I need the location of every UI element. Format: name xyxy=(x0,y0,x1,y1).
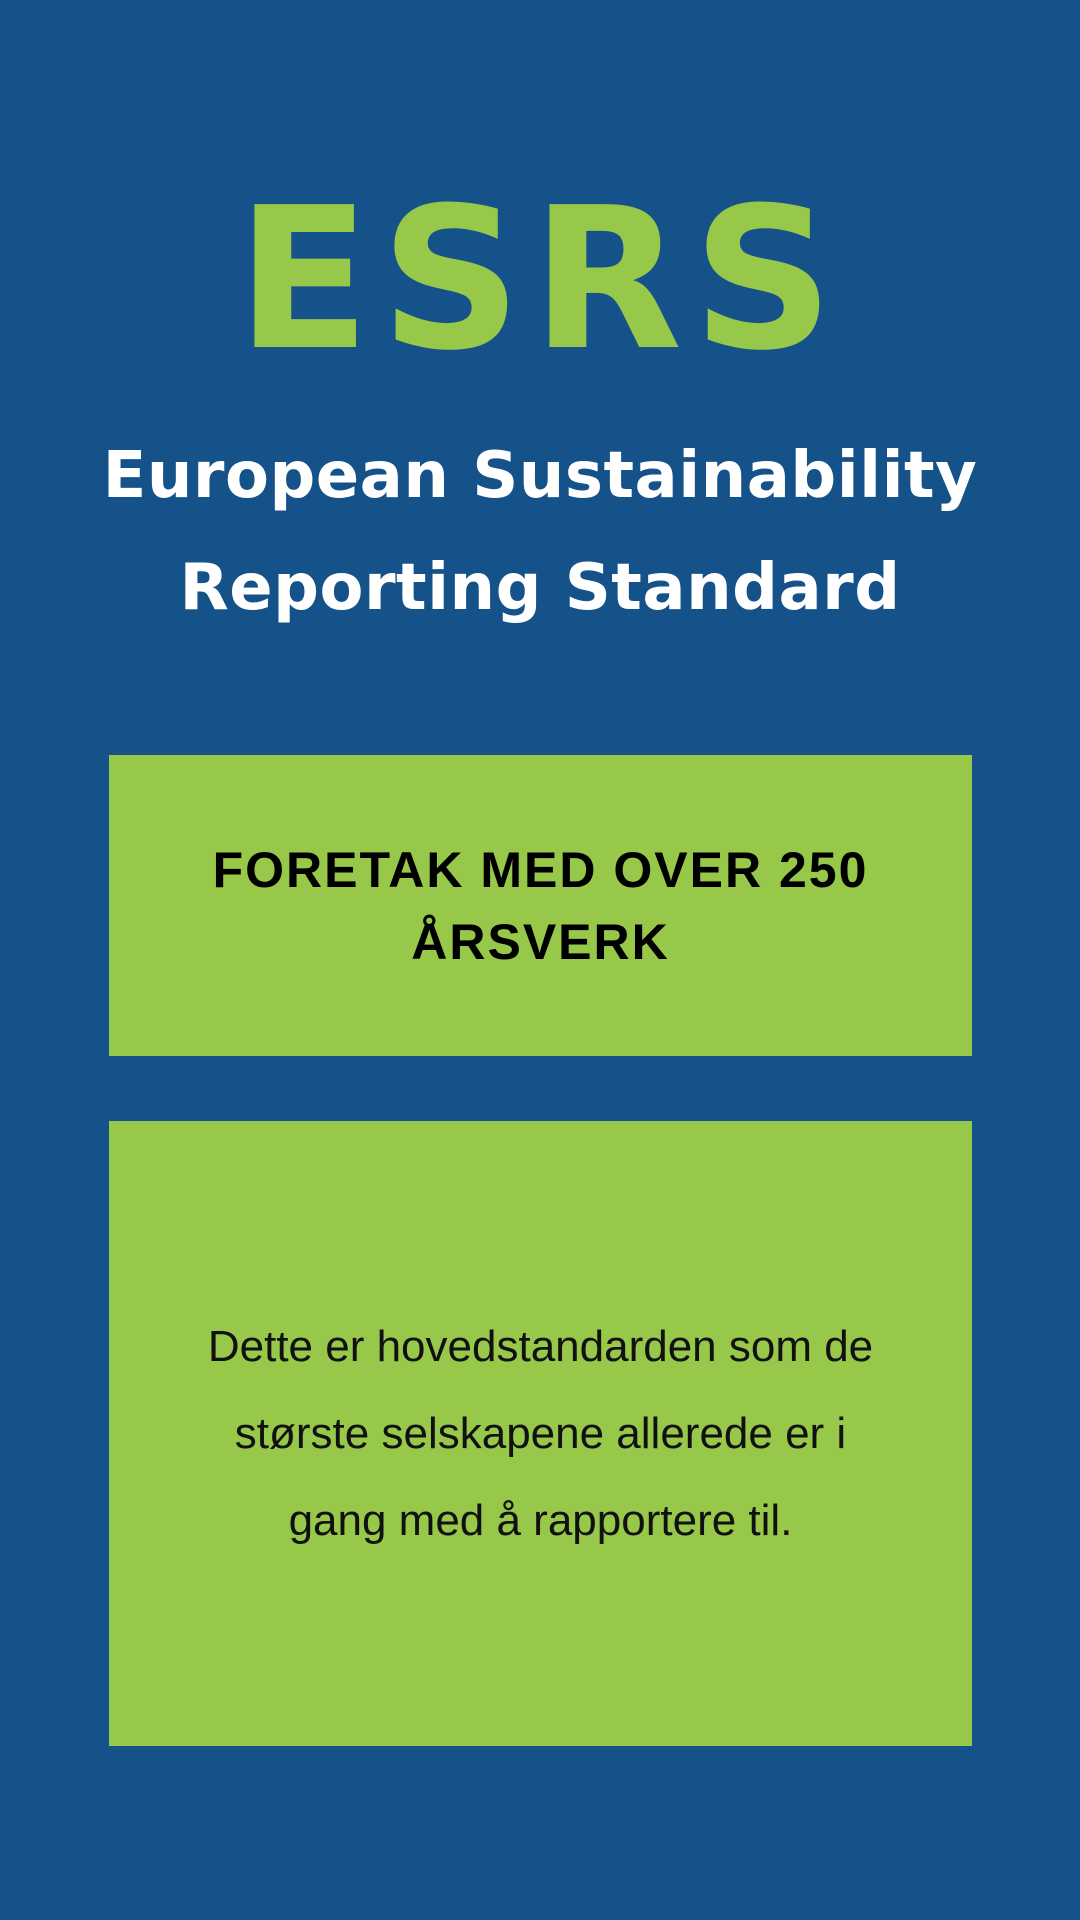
audience-card xyxy=(109,755,972,1056)
subtitle-line-1: European Sustainability xyxy=(102,439,978,513)
description-card xyxy=(109,1121,972,1746)
audience-line-1: FORETAK MED OVER 250 xyxy=(212,841,869,898)
description-line-3: gang med å rapportere til. xyxy=(288,1496,793,1545)
description-line-1: Dette er hovedstandarden som de xyxy=(207,1322,874,1371)
audience-line-2: ÅRSVERK xyxy=(411,913,670,970)
subtitle-line-2: Reporting Standard xyxy=(179,551,901,625)
page-subtitle xyxy=(0,420,1080,644)
audience-text xyxy=(213,834,869,978)
description-text xyxy=(208,1303,873,1564)
description-line-2: største selskapene allerede er i xyxy=(234,1409,847,1458)
page-title: ESRS xyxy=(236,166,844,394)
